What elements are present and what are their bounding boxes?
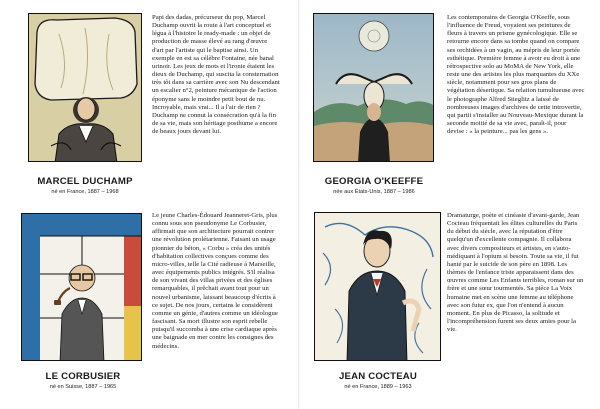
artist-name: LE CORBUSIER (45, 371, 121, 382)
artist-birth: né en Suisse, 1887 – 1965 (49, 384, 117, 390)
portrait-cocteau (314, 212, 441, 361)
bio-text: Dramaturge, poète et cinéaste d'avant-garde, Jean Cocteau fréquentait les élites culturelles du Paris du début du siècle, avec la réputation d'être quelqu'un d'excellente compagnie. Il collabora avec divers compositeurs et artistes, en s'auto-médiquant à l'opium si besoin. Toute sa vie, il fut hanté par le suicide de son père en 1898. Les thèmes de l'enfance triste apparaissent dans des œuvres comme Les Enfants terribles, roman sur un frère et une sœur tourmentés. Sa pièce La Voix humaine met en scène une femme au téléphone avec son futur ex, que l'on n'entend à aucun moment. En plus de Picasso, la solitude et l'incompréhension furent ses deux amies pour la vie. (447, 212, 584, 334)
bio-text: Les contemporains de Georgia O'Keeffe, sous l'influence de Freud, voyaient ses peintures de fleurs à travers un prisme gynécologique. Elle se retourne encore dans sa tombe quand on compare ses orchidées à un vagin, au mépris de leur portée esthétique. Première femme à avoir eu droit à une rétrospective solo au MoMA de New York, elle reste une des artistes les plus marquantes du XXe siècle, notamment pour ses gros plans de végétation désertique. Sa relation tumultueuse avec le photographe Alfred Stieglitz a laissé de nombreuses images d'archives de cette introvertie, qui partit s'installer au Nouveau-Mexique durant la seconde moitié de sa vie avec, paraît-il, pour devise : « la peinture... pas les gens ». (447, 14, 585, 136)
portrait-le-corbusier (21, 213, 142, 361)
duchamp-illustration (29, 14, 142, 162)
page-gutter (298, 0, 302, 409)
caption-okeeffe (306, 176, 442, 195)
portrait-okeeffe (313, 13, 434, 162)
bio-text: Le jeune Charles-Édouard Jeanneret-Gris, plus connu sous son pseudonyme Le Corbusier, affirmait que son architecture pourrait contrer une révolution prolétarienne. Faisant un usage pionnier du béton, « Corbu » créa des unités d'habitation collectives conçues comme des micro-villes, telle la Cité radieuse à Marseille, avec équipements publics intégrés. S'il réalisa de son vivant des villas privées et des églises remarquables, il prêchait avant tout pour un nouvel urbanisme, laissant beaucoup d'écrits à ce sujet. De nos jours, certains le considèrent comme un génie, d'autres comme un idéologue fascisant. Sa mort illustre son esprit rebelle puisqu'il succomba à une crise cardiaque après une baignade en mer contre les consignes des médecins. (152, 212, 278, 350)
artist-birth: née aux États-Unis, 1887 – 1986 (333, 189, 415, 195)
artist-name: JEAN COCTEAU (338, 371, 418, 382)
bio-text: Papi des dadas, précurseur du pop, Marcel Duchamp ouvrit la route à l'art conceptuel et légua à l'histoire le ready-made : un objet de production de masse élevé au rang d'œuvre d'art par l'artiste qui le baptise ainsi. Un exemple en est sa célèbre Fontaine, née banal urinoir. Les jeux de mots et l'ironie étaient les dieux de Duchamp, qui suscita la consternation très tôt dans sa carrière avec son Nu descendant un escalier n°2, peinture mécanique de l'action éponyme sans le moindre petit bout de nu. Incroyable, mais vrai... Il a l'air de rien ? Duchamp ne connut la consécration qu'à la fin de sa vie, mais son héritage posthume a encore de beaux jours devant lui. (152, 14, 280, 136)
caption-cocteau (310, 371, 446, 390)
okeeffe-illustration (314, 14, 434, 162)
le-corbusier-illustration (22, 214, 142, 361)
artist-birth: né en France, 1887 – 1968 (51, 189, 119, 195)
portrait-duchamp (28, 13, 142, 162)
artist-birth: né en France, 1889 – 1963 (344, 384, 412, 390)
caption-le-corbusier (18, 371, 148, 390)
cocteau-illustration (315, 213, 441, 361)
artist-name: MARCEL DUCHAMP (37, 176, 133, 187)
caption-duchamp (20, 176, 150, 195)
artist-name: GEORGIA O'KEEFFE (324, 176, 424, 187)
